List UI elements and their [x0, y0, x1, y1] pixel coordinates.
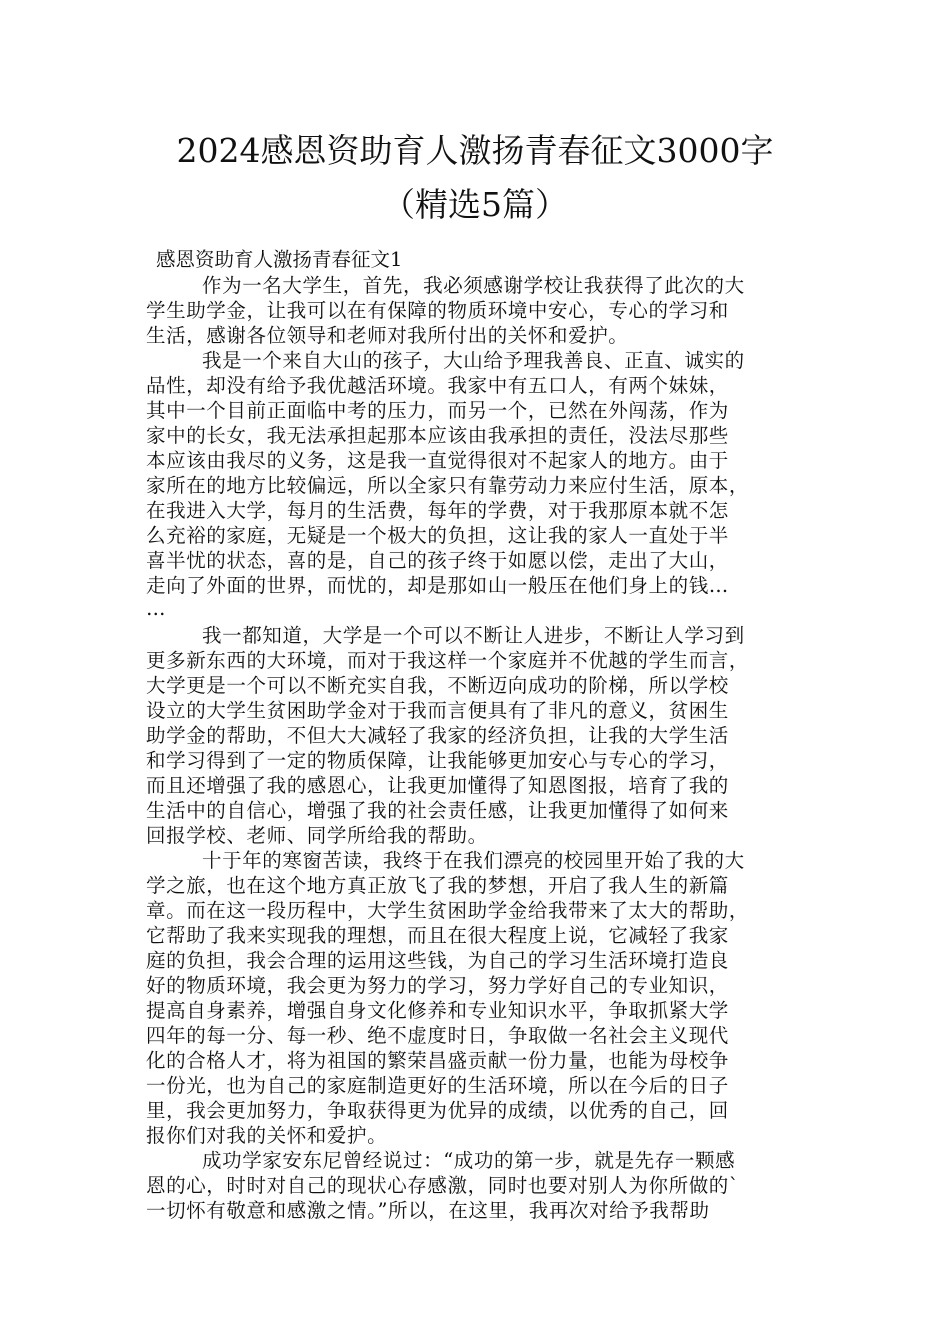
paragraph-line: 章。而在这一段历程中，大学生贫困助学金给我带来了太大的帮助， [146, 899, 750, 922]
paragraph-line: 它帮助了我来实现我的理想，而且在很大程度上说，它减轻了我家 [146, 924, 729, 947]
paragraph-line: … [146, 597, 167, 620]
paragraph-line: 而且还增强了我的感恩心，让我更加懂得了知恩图报，培育了我的 [146, 774, 729, 797]
paragraph-line: 走向了外面的世界，而忧的，却是那如山一般压在他们身上的钱… [146, 574, 729, 597]
document-subtitle: （精选5篇） [382, 185, 568, 224]
paragraph-line: 学生助学金，让我可以在有保障的物质环境中安心，专心的学习和 [146, 299, 729, 322]
paragraph-line: 回报学校、老师、同学所给我的帮助。 [146, 824, 488, 847]
paragraph-line: 生活，感谢各位领导和老师对我所付出的关怀和爱护。 [146, 324, 629, 347]
paragraph-line: 一切怀有敬意和感激之情。”所以，在这里，我再次对给予我帮助 [146, 1199, 710, 1222]
paragraph-line: 作为一名大学生，首先，我必须感谢学校让我获得了此次的大 [202, 274, 745, 297]
document-title: 2024感恩资助育人激扬青春征文3000字 [176, 131, 774, 170]
paragraph-line: 我一都知道，大学是一个可以不断让人进步，不断让人学习到 [202, 624, 745, 647]
paragraph-line: 庭的负担，我会合理的运用这些钱，为自己的学习生活环境打造良 [146, 949, 729, 972]
paragraph-line: 一份光，也为自己的家庭制造更好的生活环境，所以在今后的日子 [146, 1074, 729, 1097]
paragraph-line: 在我进入大学，每月的生活费，每年的学费，对于我那原本就不怎 [146, 499, 729, 522]
paragraph-line: 家所在的地方比较偏远，所以全家只有靠劳动力来应付生活，原本， [146, 474, 750, 497]
paragraph-line: 学之旅，也在这个地方真正放飞了我的梦想，开启了我人生的新篇 [146, 874, 729, 897]
paragraph-line: 化的合格人才，将为祖国的繁荣昌盛贡献一份力量，也能为母校争 [146, 1049, 729, 1072]
paragraph-line: 四年的每一分、每一秒、绝不虚度时日，争取做一名社会主义现代 [146, 1024, 729, 1047]
paragraph-line: 品性，却没有给予我优越活环境。我家中有五口人，有两个妹妹， [146, 374, 729, 397]
section-heading: 感恩资助育人激扬青春征文1 [156, 248, 403, 271]
paragraph-line: 大学更是一个可以不断充实自我，不断迈向成功的阶梯，所以学校 [146, 674, 729, 697]
paragraph-line: 生活中的自信心，增强了我的社会责任感，让我更加懂得了如何来 [146, 799, 729, 822]
paragraph-line: 报你们对我的关怀和爱护。 [146, 1124, 388, 1147]
paragraph-line: 和学习得到了一定的物质保障，让我能够更加安心与专心的学习， [146, 749, 729, 772]
paragraph-line: 成功学家安东尼曾经说过：“成功的第一步，就是先存一颗感 [202, 1149, 736, 1172]
paragraph-line: 里，我会更加努力，争取获得更为优异的成绩，以优秀的自己，回 [146, 1099, 729, 1122]
paragraph-line: 十于年的寒窗苦读，我终于在我们漂亮的校园里开始了我的大 [202, 849, 745, 872]
paragraph-line: 我是一个来自大山的孩子，大山给予理我善良、正直、诚实的 [202, 349, 745, 372]
paragraph-line: 其中一个目前正面临中考的压力，而另一个，已然在外闯荡，作为 [146, 399, 729, 422]
paragraph-line: 设立的大学生贫困助学金对于我而言便具有了非凡的意义，贫困生 [146, 699, 729, 722]
paragraph-line: 恩的心，时时对自己的现状心存感激，同时也要对别人为你所做的` [146, 1174, 740, 1197]
paragraph-line: 喜半忧的状态，喜的是，自己的孩子终于如愿以偿，走出了大山， [146, 549, 729, 572]
paragraph-line: 好的物质环境，我会更为努力的学习，努力学好自己的专业知识， [146, 974, 729, 997]
paragraph-line: 助学金的帮助，不但大大减轻了我家的经济负担，让我的大学生活 [146, 724, 729, 747]
paragraph-line: 么充裕的家庭，无疑是一个极大的负担，这让我的家人一直处于半 [146, 524, 729, 547]
paragraph-line: 本应该由我尽的义务，这是我一直觉得很对不起家人的地方。由于 [146, 449, 729, 472]
paragraph-line: 更多新东西的大环境，而对于我这样一个家庭并不优越的学生而言， [146, 649, 750, 672]
paragraph-line: 家中的长女，我无法承担起那本应该由我承担的责任，没法尽那些 [146, 424, 729, 447]
paragraph-line: 提高自身素养，增强自身文化修养和专业知识水平，争取抓紧大学 [146, 999, 729, 1022]
